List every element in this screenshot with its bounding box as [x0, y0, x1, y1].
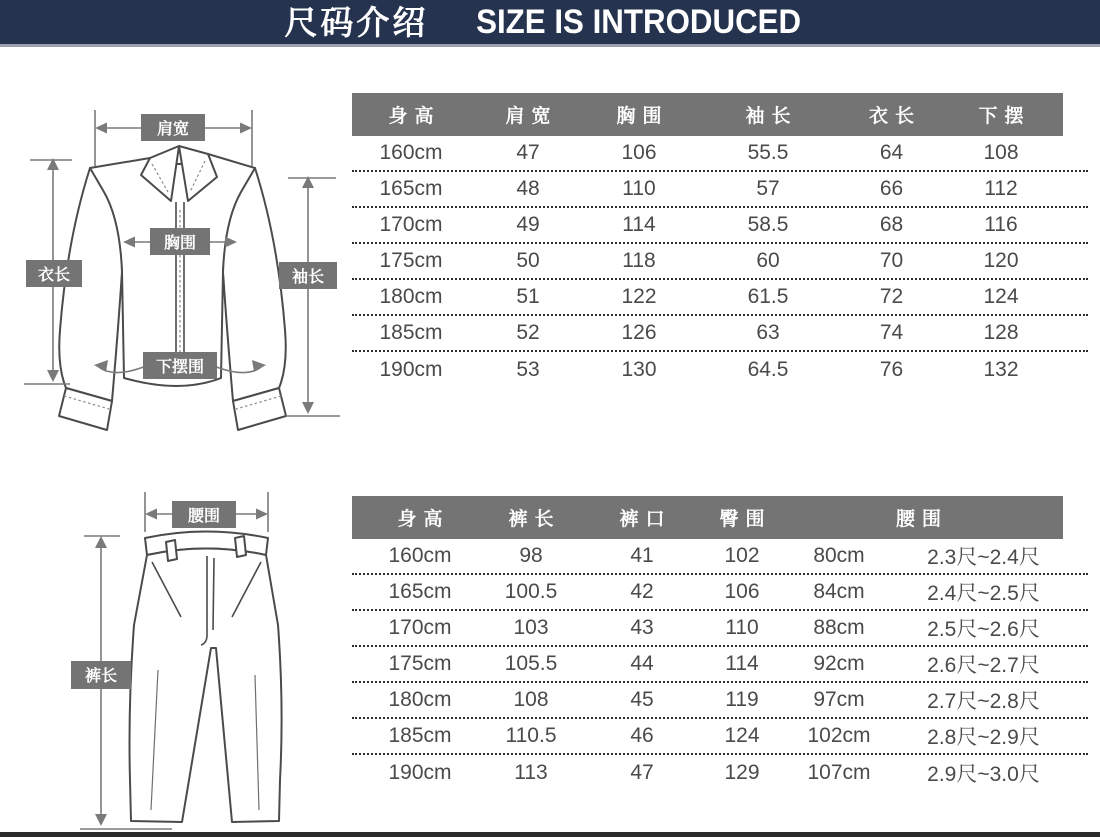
table-cell: 120	[983, 249, 1019, 272]
waist-label: 腰围	[187, 508, 221, 525]
table-row	[352, 136, 1088, 172]
table-cell: 165cm	[379, 177, 443, 200]
table-cell: 190cm	[388, 761, 452, 784]
table-cell: 110	[725, 616, 759, 639]
hem-label: 下摆围	[155, 359, 205, 376]
table-cell: 2.8尺~2.9尺	[927, 726, 1040, 749]
table-cell: 185cm	[388, 724, 452, 747]
column-header: 裤口	[619, 509, 672, 530]
table-cell: 108	[983, 141, 1019, 164]
table-cell: 106	[621, 141, 657, 164]
column-header: 身高	[388, 106, 441, 127]
table-cell: 46	[630, 724, 654, 747]
table-cell: 60	[756, 249, 780, 272]
table-cell: 74	[879, 321, 904, 344]
table-cell: 175cm	[379, 249, 443, 272]
table-cell: 41	[630, 544, 654, 567]
table-cell: 98	[519, 544, 543, 567]
column-header: 胸围	[616, 106, 669, 127]
table-cell: 170cm	[379, 213, 443, 236]
sleeve-length-label: 袖长	[291, 269, 325, 286]
column-header: 腰围	[895, 509, 948, 530]
table-cell: 55.5	[747, 141, 789, 164]
table-cell: 88cm	[813, 616, 865, 639]
chest-label: 胸围	[163, 235, 197, 252]
table-row	[352, 539, 1088, 575]
table-row	[352, 280, 1088, 316]
table-cell: 114	[622, 213, 656, 236]
column-header: 臀围	[719, 509, 772, 530]
table-cell: 110	[622, 177, 656, 200]
shirt-diagram	[0, 80, 345, 450]
column-header: 肩宽	[505, 106, 558, 127]
table-cell: 112	[984, 177, 1018, 200]
table-cell: 110.5	[505, 724, 557, 747]
shoulder-width-label: 肩宽	[156, 121, 190, 138]
table-cell: 190cm	[379, 358, 443, 381]
table-cell: 80cm	[813, 544, 865, 567]
table-cell: 70	[879, 249, 904, 272]
table-cell: 105.5	[504, 652, 558, 675]
table-cell: 48	[516, 177, 540, 200]
table-cell: 130	[621, 358, 657, 381]
table-cell: 50	[516, 249, 540, 272]
table-cell: 58.5	[747, 213, 789, 236]
table-row	[352, 647, 1088, 683]
table-row	[352, 244, 1088, 280]
table-cell: 124	[983, 285, 1019, 308]
table-cell: 64	[879, 141, 904, 164]
table-row	[352, 316, 1088, 352]
table-cell: 124	[724, 724, 760, 747]
page-header	[0, 0, 1100, 47]
table-cell: 116	[984, 213, 1018, 236]
pants-diagram	[30, 480, 350, 837]
table-cell: 170cm	[388, 616, 452, 639]
table-row	[352, 575, 1088, 611]
table-cell: 2.3尺~2.4尺	[927, 546, 1040, 569]
pants-length-label: 裤长	[84, 668, 118, 685]
column-header: 裤长	[508, 509, 561, 530]
table-row	[352, 611, 1088, 647]
table-row	[352, 719, 1088, 755]
table-cell: 160cm	[379, 141, 443, 164]
table-cell: 61.5	[747, 285, 789, 308]
table-cell: 2.6尺~2.7尺	[927, 654, 1040, 677]
table-cell: 76	[879, 358, 904, 381]
table-cell: 113	[514, 761, 548, 784]
table-cell: 185cm	[379, 321, 443, 344]
shirt-size-table	[352, 93, 1088, 388]
table-cell: 132	[983, 358, 1019, 381]
table-row	[352, 172, 1088, 208]
table-cell: 128	[983, 321, 1019, 344]
pants-outline	[130, 532, 282, 823]
page-title-english: SIZE IS INTRODUCED	[476, 3, 802, 41]
column-header: 袖长	[745, 106, 798, 127]
table-cell: 47	[516, 141, 540, 164]
table-cell: 2.5尺~2.6尺	[927, 618, 1040, 641]
table-row	[352, 208, 1088, 244]
table-cell: 103	[513, 616, 549, 639]
table-cell: 63	[756, 321, 780, 344]
table-cell: 122	[621, 285, 657, 308]
shirt-table-header	[352, 93, 1063, 136]
table-cell: 47	[630, 761, 654, 784]
garment-length-label: 衣长	[37, 267, 71, 284]
table-row	[352, 755, 1088, 791]
table-cell: 107cm	[807, 761, 871, 784]
table-cell: 160cm	[388, 544, 452, 567]
table-cell: 119	[725, 688, 759, 711]
table-cell: 114	[725, 652, 759, 675]
table-cell: 108	[513, 688, 549, 711]
column-header: 衣长	[868, 106, 921, 127]
table-cell: 52	[516, 321, 540, 344]
pants-table-header	[352, 496, 1063, 539]
table-cell: 49	[516, 213, 540, 236]
table-cell: 57	[756, 177, 780, 200]
table-cell: 84cm	[813, 580, 865, 603]
table-cell: 118	[622, 249, 656, 272]
pants-size-table	[352, 496, 1088, 791]
table-cell: 2.9尺~3.0尺	[927, 763, 1040, 786]
table-cell: 2.4尺~2.5尺	[927, 582, 1040, 605]
column-header: 身高	[397, 509, 450, 530]
table-cell: 97cm	[813, 688, 865, 711]
table-cell: 100.5	[504, 580, 558, 603]
table-cell: 44	[630, 652, 654, 675]
table-cell: 102	[724, 544, 760, 567]
table-cell: 43	[630, 616, 654, 639]
page-title-chinese: 尺码介绍	[284, 3, 429, 41]
table-cell: 66	[879, 177, 904, 200]
table-cell: 126	[621, 321, 657, 344]
table-cell: 165cm	[388, 580, 452, 603]
bottom-bar	[0, 832, 1100, 837]
table-cell: 106	[724, 580, 760, 603]
table-cell: 2.7尺~2.8尺	[927, 690, 1040, 713]
table-cell: 64.5	[747, 358, 789, 381]
table-row	[352, 352, 1088, 388]
table-cell: 180cm	[388, 688, 452, 711]
table-cell: 180cm	[379, 285, 443, 308]
table-cell: 51	[516, 285, 540, 308]
table-cell: 102cm	[807, 724, 871, 747]
column-header: 下摆	[978, 106, 1031, 127]
table-cell: 53	[516, 358, 540, 381]
table-row	[352, 683, 1088, 719]
table-cell: 92cm	[813, 652, 865, 675]
table-cell: 129	[724, 761, 760, 784]
shirt-outline	[59, 146, 286, 430]
table-cell: 68	[879, 213, 904, 236]
table-cell: 175cm	[388, 652, 452, 675]
table-cell: 42	[630, 580, 654, 603]
table-cell: 45	[630, 688, 654, 711]
table-cell: 72	[879, 285, 904, 308]
